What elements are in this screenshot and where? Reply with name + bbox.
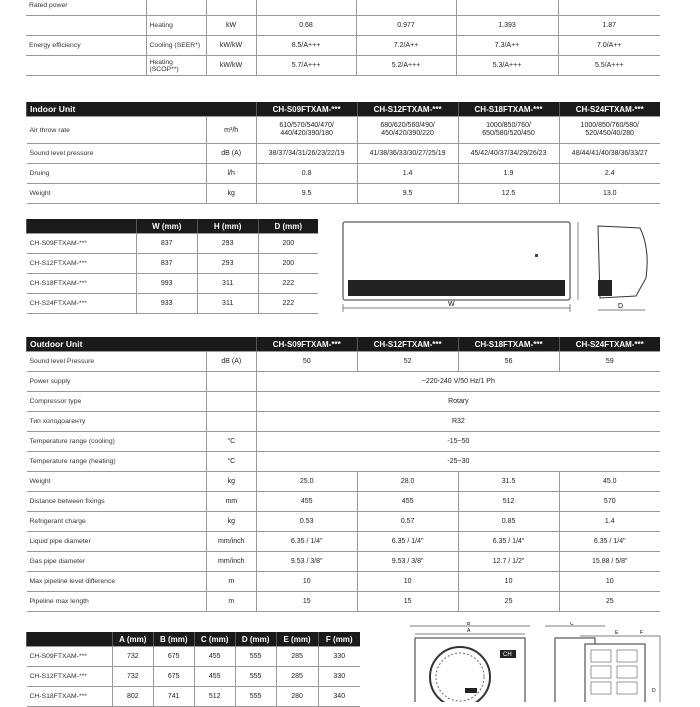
value-cell: 59 (559, 352, 660, 372)
value-cell: 280 (276, 687, 318, 707)
unit: dB (A) (206, 352, 256, 372)
model-header: CH-S24FTXAM-*** (559, 102, 660, 117)
model-header: CH-S09FTXAM-*** (256, 102, 357, 117)
value-cell: 12.7 / 1/2" (458, 552, 559, 572)
table-row (27, 412, 661, 432)
model-header: CH-S12FTXAM-*** (357, 337, 458, 352)
table-row (27, 592, 661, 612)
param-label: Weight (27, 472, 207, 492)
value-cell: 0.53 (256, 512, 357, 532)
table-row (27, 294, 319, 314)
sub-label: Heating (SCOP**) (146, 56, 206, 76)
value-cell: 330 (318, 667, 360, 687)
value-cell: 10 (559, 572, 660, 592)
value-cell: 15 (357, 592, 458, 612)
value-cell: 285 (276, 647, 318, 667)
model-label: CH-S09FTXAM-*** (27, 234, 137, 254)
table-row (27, 667, 361, 687)
table-row (27, 144, 661, 164)
model-label: CH-S09FTXAM-*** (27, 647, 113, 667)
value-cell: 570 (559, 492, 660, 512)
dim-header: E (mm) (276, 632, 318, 647)
value-cell: 50 (256, 352, 357, 372)
diagram-w-label: W (448, 301, 455, 308)
table-row (27, 274, 319, 294)
value-cell: 25.0 (256, 472, 357, 492)
table-row (27, 184, 661, 204)
value-cell: 1.87 (558, 16, 660, 36)
table-header (27, 102, 661, 117)
value-cell: 555 (235, 647, 276, 667)
value-cell: 732 (112, 647, 153, 667)
param-label (26, 16, 146, 36)
unit: m³/h (206, 117, 256, 144)
value-cell: 675 (153, 647, 194, 667)
value-cell: 330 (318, 647, 360, 667)
dim-header: F (mm) (318, 632, 360, 647)
value-cell: 15 (256, 592, 357, 612)
unit: l/h (206, 164, 256, 184)
model-header: CH-S09FTXAM-*** (256, 337, 357, 352)
dim-header: A (mm) (112, 632, 153, 647)
value-cell: 12.5 (458, 184, 559, 204)
param-label: Pipeline max length (27, 592, 207, 612)
value-cell: 837 (136, 254, 197, 274)
table-row (27, 687, 361, 707)
value-cell: 680/620/560/490/ 450/420/390/220 (357, 117, 458, 144)
value-cell: 9.53 / 3/8" (357, 552, 458, 572)
unit: °C (206, 432, 256, 452)
label-b: B (467, 622, 471, 627)
param-label: Temperature range (heating) (27, 452, 207, 472)
value-cell: 41/38/36/33/30/27/25/19 (357, 144, 458, 164)
dim-header: D (mm) (258, 219, 318, 234)
unit: mm/inch (206, 552, 256, 572)
param-label: Liquid pipe diameter (27, 532, 207, 552)
value-cell: 10 (458, 572, 559, 592)
value-cell: 311 (197, 274, 258, 294)
param-label: Max pipeline level difference (27, 572, 207, 592)
param-label: Energy efficiency (26, 36, 146, 56)
value-cell: 10 (357, 572, 458, 592)
value-cell: 6.35 / 1/4" (357, 532, 458, 552)
value-cell: 38/37/34/31/26/23/22/19 (256, 144, 357, 164)
value-cell: 8.5/A+++ (256, 36, 356, 56)
param-label: Druing (27, 164, 207, 184)
table-header (27, 337, 661, 352)
dim-header: W (mm) (136, 219, 197, 234)
model-header: CH-S18FTXAM-*** (458, 102, 559, 117)
value-cell: R32 (256, 412, 660, 432)
model-header: CH-S12FTXAM-*** (357, 102, 458, 117)
table-row (27, 164, 661, 184)
model-header: CH-S24FTXAM-*** (559, 337, 660, 352)
value-cell: 2.4 (559, 164, 660, 184)
unit (206, 412, 256, 432)
indoor-dimensions-table (26, 219, 318, 314)
value-cell: 455 (256, 492, 357, 512)
blank-header (27, 632, 113, 647)
value-cell: 555 (235, 667, 276, 687)
value-cell: 293 (197, 234, 258, 254)
model-label: CH-S24FTXAM-*** (27, 294, 137, 314)
value-cell: 993 (136, 274, 197, 294)
value-cell: 200 (258, 234, 318, 254)
unit: kg (206, 472, 256, 492)
unit: kg (206, 184, 256, 204)
energy-row (26, 36, 660, 56)
value-cell: 285 (276, 667, 318, 687)
table-row (27, 372, 661, 392)
value-cell: 31.5 (458, 472, 559, 492)
brand-logo-text: CH (503, 652, 512, 658)
unit (206, 392, 256, 412)
value-cell: 9.53 / 3/8" (256, 552, 357, 572)
sub-label: Heating (146, 16, 206, 36)
sub-label: Cooling (SEER*) (146, 36, 206, 56)
value-cell: 340 (318, 687, 360, 707)
table-row (27, 234, 319, 254)
value-cell: 13.0 (559, 184, 660, 204)
value-cell: 5.5/A+++ (558, 56, 660, 76)
param-label: Distance between fixings (27, 492, 207, 512)
value-cell: 741 (153, 687, 194, 707)
unit: °C (206, 452, 256, 472)
table-row (27, 472, 661, 492)
table-row (27, 512, 661, 532)
table-row (27, 647, 361, 667)
table-row (27, 117, 661, 144)
table-header (27, 632, 361, 647)
value-cell: 0.8 (256, 164, 357, 184)
model-header: CH-S18FTXAM-*** (458, 337, 559, 352)
param-label: Refrigerant charge (27, 512, 207, 532)
param-label: Compressor type (27, 392, 207, 412)
label-f: F (640, 630, 644, 636)
label-d: D (652, 688, 656, 694)
param-label: Weight (27, 184, 207, 204)
value-cell: 6.35 / 1/4" (256, 532, 357, 552)
param-label: Sound level Pressure (27, 352, 207, 372)
table-row (27, 552, 661, 572)
value-cell: 5.7/A+++ (256, 56, 356, 76)
table-row (27, 392, 661, 412)
diagram-d-label: D (618, 303, 624, 310)
value-cell: 25 (559, 592, 660, 612)
label-a: A (467, 628, 471, 634)
value-cell: -25~30 (256, 452, 660, 472)
param-label: Temperature range (cooling) (27, 432, 207, 452)
unit: mm/inch (206, 532, 256, 552)
value-cell: 56 (458, 352, 559, 372)
unit: dB (A) (206, 144, 256, 164)
unit: mm (206, 492, 256, 512)
model-label: CH-S12FTXAM-*** (27, 667, 113, 687)
value-cell: 9.5 (256, 184, 357, 204)
value-cell: 1.393 (456, 16, 558, 36)
table-row (27, 572, 661, 592)
rated-power-label: Rated power (26, 0, 146, 16)
value-cell: 732 (112, 667, 153, 687)
value-cell: 802 (112, 687, 153, 707)
model-label: CH-S18FTXAM-*** (27, 687, 113, 707)
value-cell: 1.4 (357, 164, 458, 184)
value-cell: 0.977 (356, 16, 456, 36)
value-cell: 7.3/A++ (456, 36, 558, 56)
energy-row (26, 16, 660, 36)
value-cell: 25 (458, 592, 559, 612)
dim-header: D (mm) (235, 632, 276, 647)
value-cell: 6.35 / 1/4" (458, 532, 559, 552)
table-header (27, 219, 319, 234)
value-cell: Rotary (256, 392, 660, 412)
unit: kW/kW (206, 56, 256, 76)
dim-header: B (mm) (153, 632, 194, 647)
table-row (27, 254, 319, 274)
value-cell: 610/570/540/470/ 440/420/390/180 (256, 117, 357, 144)
table-row (27, 532, 661, 552)
value-cell: 28.0 (357, 472, 458, 492)
value-cell: 293 (197, 254, 258, 274)
unit: kW (206, 16, 256, 36)
value-cell: 200 (258, 254, 318, 274)
value-cell: 5.2/A+++ (356, 56, 456, 76)
table-row (27, 492, 661, 512)
table-row (27, 432, 661, 452)
value-cell: 311 (197, 294, 258, 314)
value-cell: 45.0 (559, 472, 660, 492)
table-title: Indoor Unit (27, 102, 257, 117)
value-cell: -15~50 (256, 432, 660, 452)
table-row (27, 352, 661, 372)
value-cell: 455 (194, 647, 235, 667)
dim-header: H (mm) (197, 219, 258, 234)
param-label (26, 56, 146, 76)
value-cell: ~220-240 V/50 Hz/1 Ph (256, 372, 660, 392)
value-cell: 1000/850/760/580/ 520/450/40/280 (559, 117, 660, 144)
blank-header (27, 219, 137, 234)
value-cell: 455 (357, 492, 458, 512)
value-cell: 1.4 (559, 512, 660, 532)
value-cell: 555 (235, 687, 276, 707)
table-title: Outdoor Unit (27, 337, 257, 352)
outdoor-unit-table (26, 337, 660, 612)
value-cell: 7.2/A++ (356, 36, 456, 56)
table-row (27, 452, 661, 472)
value-cell: 48/44/41/40/38/36/33/27 (559, 144, 660, 164)
value-cell: 5.3/A+++ (456, 56, 558, 76)
unit (206, 372, 256, 392)
param-label: Тип холодоагенту (27, 412, 207, 432)
unit: kW/kW (206, 36, 256, 56)
label-e: E (615, 630, 619, 636)
outdoor-dimensions-table (26, 632, 360, 707)
energy-row (26, 56, 660, 76)
value-cell: 1000/850/760/ 650/580/520/450 (458, 117, 559, 144)
value-cell: 0.68 (256, 16, 356, 36)
indoor-unit-table (26, 102, 660, 204)
value-cell: 512 (194, 687, 235, 707)
value-cell: 222 (258, 294, 318, 314)
value-cell: 7.0/A++ (558, 36, 660, 56)
value-cell: 837 (136, 234, 197, 254)
dim-header: C (mm) (194, 632, 235, 647)
value-cell: 0.57 (357, 512, 458, 532)
param-label: Power supply (27, 372, 207, 392)
param-label: Sound level pressure (27, 144, 207, 164)
value-cell: 0.85 (458, 512, 559, 532)
value-cell: 45/42/40/37/34/29/26/23 (458, 144, 559, 164)
value-cell: 933 (136, 294, 197, 314)
outdoor-unit-diagram (405, 622, 675, 702)
indoor-unit-diagram (340, 218, 660, 318)
model-label: CH-S18FTXAM-*** (27, 274, 137, 294)
param-label: Gas pipe diameter (27, 552, 207, 572)
value-cell: 10 (256, 572, 357, 592)
unit: m (206, 572, 256, 592)
value-cell: 512 (458, 492, 559, 512)
value-cell: 1.9 (458, 164, 559, 184)
label-c: C (570, 622, 574, 627)
unit: kg (206, 512, 256, 532)
param-label: Air throw rate (27, 117, 207, 144)
value-cell: 9.5 (357, 184, 458, 204)
value-cell: 222 (258, 274, 318, 294)
value-cell: 675 (153, 667, 194, 687)
value-cell: 6.35 / 1/4" (559, 532, 660, 552)
value-cell: 52 (357, 352, 458, 372)
value-cell: 15.88 / 5/8" (559, 552, 660, 572)
energy-table (26, 0, 660, 76)
value-cell: 455 (194, 667, 235, 687)
model-label: CH-S12FTXAM-*** (27, 254, 137, 274)
unit: m (206, 592, 256, 612)
